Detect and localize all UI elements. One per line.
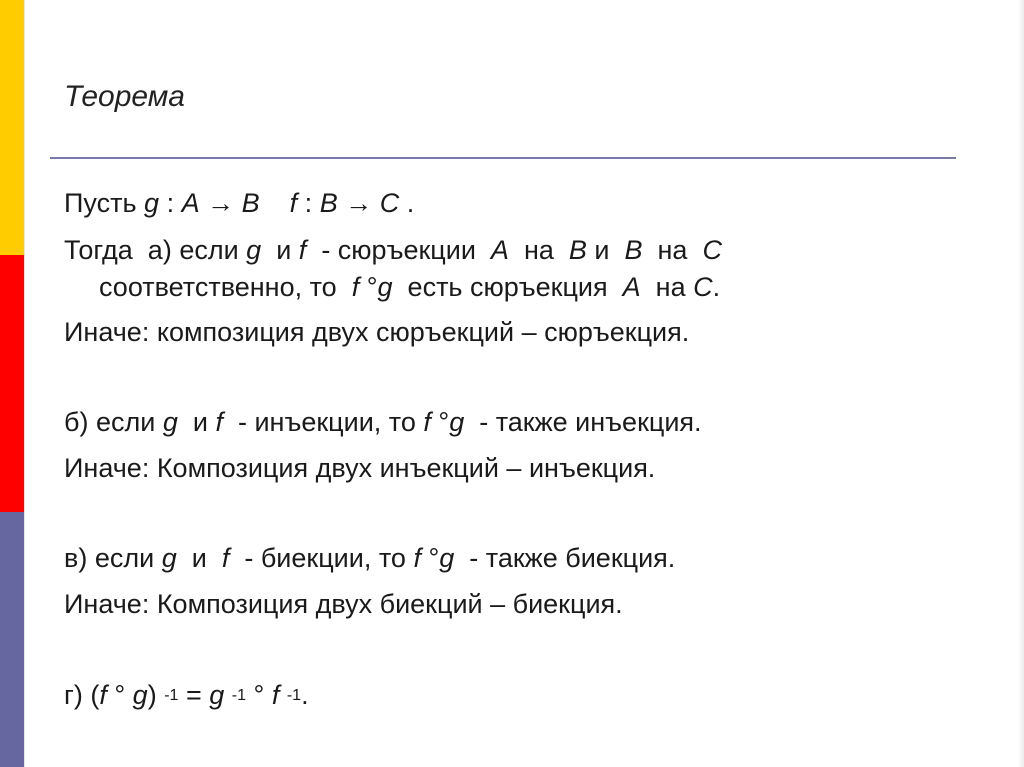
title-divider bbox=[50, 157, 956, 159]
accent-stripe-yellow bbox=[0, 0, 24, 255]
slide-title: Теорема bbox=[64, 80, 185, 113]
part-d-inverse-formula: г) (f ° g) $^{-1}$ = g $^{-1}$ ° f $^{-1}$. bbox=[64, 680, 309, 710]
accent-stripe-red bbox=[0, 255, 24, 512]
part-a-line-2: соответственно, то f °g есть сюръекция A на C. bbox=[99, 272, 721, 302]
part-b-statement: б) если g и f - инъекции, то f °g - также инъекция. bbox=[64, 407, 702, 437]
part-a-paraphrase: Иначе: композиция двух сюръекций – сюръекция. bbox=[64, 317, 690, 347]
part-c-paraphrase: Иначе: Композиция двух биекций – биекция. bbox=[64, 589, 623, 619]
slide-edge-shadow bbox=[1018, 0, 1024, 767]
part-c-statement: в) если g и f - биекции, то f °g - также биекция. bbox=[64, 543, 676, 573]
gutter-line bbox=[24, 0, 25, 767]
accent-stripe-blue bbox=[0, 512, 24, 767]
theorem-premise: Пусть g : A → B f : B → C . bbox=[64, 188, 415, 218]
part-b-paraphrase: Иначе: Композиция двух инъекций – инъекция. bbox=[64, 453, 656, 483]
part-a-line-1: Тогда а) если g и f - сюръекции A на B и B на C bbox=[64, 235, 722, 265]
